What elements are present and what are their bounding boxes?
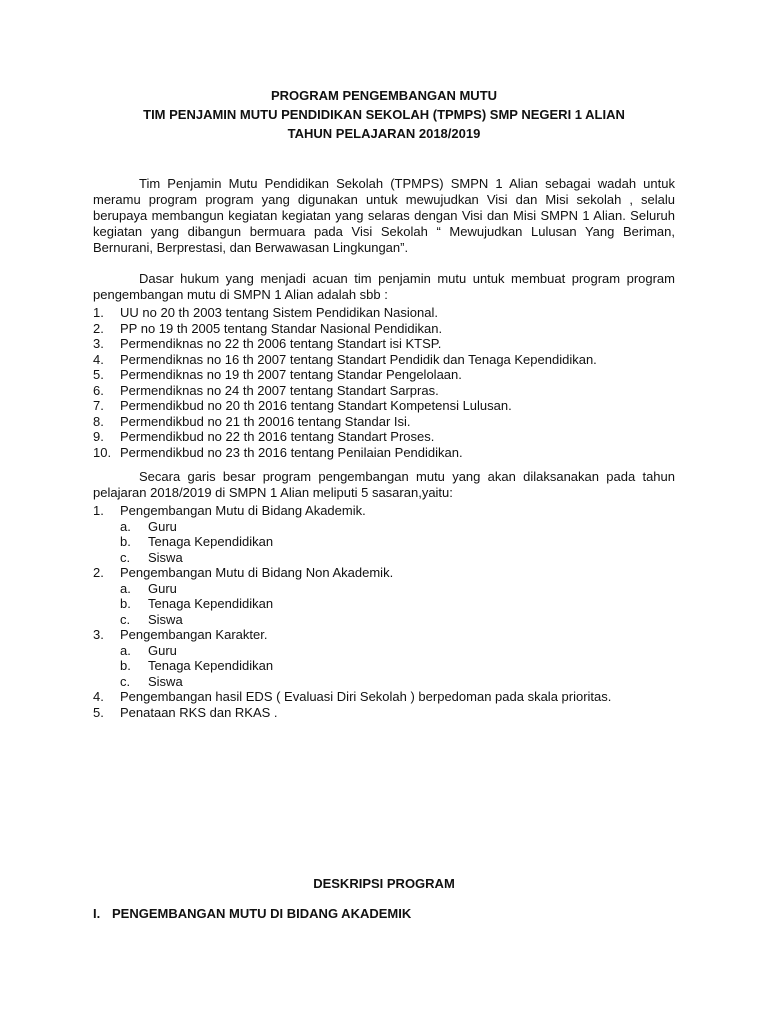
list-item-text: Guru (148, 518, 177, 534)
legal-basis-item (93, 398, 693, 414)
legal-basis-item (93, 429, 693, 445)
target-sub-item (93, 519, 693, 535)
list-item-text: Pengembangan Mutu di Bidang Non Akademik. (120, 565, 394, 580)
list-item-text: Tenaga Kependidikan (148, 534, 274, 549)
list-item-text: Permendiknas no 16 th 2007 tentang Standart Pendidik dan Tenaga Kependidikan. (120, 351, 597, 367)
list-item-text: Permendiknas no 19 th 2007 tentang Standar Pengelolaan. (120, 367, 462, 382)
intro-paragraph: Tim Penjamin Mutu Pendidikan Sekolah (TPMPS) SMPN 1 Alian sebagai wadah untuk meramu program program yang digunakan untuk mewujudkan Visi dan Misi sekolah , selalu berupaya membangun kegiatan kegiatan yang selaras dengan Visi dan Misi SMPN 1 Alian. Seluruh kegiatan yang dibangun bermuara pada Visi Sekolah “ Mewujudkan Lulusan Yang Beriman, Bernurani, Berprestasi, dan Berwawasan Lingkungan”. (93, 176, 675, 255)
target-item (93, 705, 693, 721)
list-item-number: c. (120, 549, 131, 565)
legal-basis-item (93, 367, 693, 383)
list-item-number: 2. (93, 320, 104, 336)
legal-basis-item (93, 305, 693, 321)
list-item-text: Pengembangan Karakter. (120, 627, 268, 642)
legal-basis-item (93, 321, 693, 337)
legal-basis-item (93, 414, 693, 430)
section-heading-text: PENGEMBANGAN MUTU DI BIDANG AKADEMIK (112, 906, 412, 921)
list-item-text: Siswa (148, 549, 183, 565)
list-item-number: 5. (93, 704, 104, 720)
list-item-text: Tenaga Kependidikan (148, 658, 274, 673)
list-item-text: Tenaga Kependidikan (148, 596, 274, 611)
target-item (93, 689, 693, 705)
list-item-number: 4. (93, 689, 104, 704)
list-item-text: Guru (148, 580, 177, 596)
list-item-number: 1. (93, 305, 104, 320)
legal-basis-item (93, 383, 693, 399)
list-item-number: 6. (93, 382, 104, 398)
list-item-text: UU no 20 th 2003 tentang Sistem Pendidikan Nasional. (120, 305, 438, 320)
list-item-text: Pengembangan Mutu di Bidang Akademik. (120, 503, 366, 518)
target-item (93, 503, 693, 519)
list-item-text: Permendikbud no 20 th 2016 tentang Standart Kompetensi Lulusan. (120, 398, 512, 413)
target-sub-item (93, 550, 693, 566)
list-item-text: Permendiknas no 24 th 2007 tentang Standart Sarpras. (120, 382, 439, 398)
target-sub-item (93, 612, 693, 628)
legal-intro-paragraph: Dasar hukum yang menjadi acuan tim penjamin mutu untuk membuat program program pengembangan mutu di SMPN 1 Alian adalah sbb : (93, 271, 675, 302)
list-item-number: 10. (93, 444, 112, 460)
list-item-number: b. (120, 534, 131, 549)
list-item-number: a. (120, 642, 131, 658)
list-item-number: 9. (93, 429, 104, 444)
list-item-number: 1. (93, 503, 104, 518)
list-item-text: PP no 19 th 2005 tentang Standar Nasional Pendidikan. (120, 320, 443, 336)
document-title (93, 86, 675, 143)
section-heading-1 (93, 906, 411, 922)
list-item-number: 4. (93, 351, 104, 367)
list-item-text: Permendikbud no 23 th 2016 tentang Penilaian Pendidikan. (120, 444, 463, 460)
target-item (93, 627, 693, 643)
list-item-text: Permendikbud no 21 th 20016 tentang Standar Isi. (120, 413, 411, 429)
target-sub-item (93, 596, 693, 612)
target-item (93, 565, 693, 581)
title-line-1: PROGRAM PENGEMBANGAN MUTU (270, 88, 498, 103)
list-item-number: 7. (93, 398, 104, 413)
list-item-number: c. (120, 611, 131, 627)
list-item-number: b. (120, 596, 131, 611)
list-item-text: Siswa (148, 673, 183, 689)
list-item-number: 3. (93, 336, 104, 351)
section-heading-number: I. (93, 906, 101, 921)
list-item-text: Siswa (148, 611, 183, 627)
legal-basis-item (93, 445, 693, 461)
list-item-number: a. (120, 580, 131, 596)
targets-intro-paragraph: Secara garis besar program pengembangan mutu yang akan dilaksanakan pada tahun pelajaran 2018/2019 di SMPN 1 Alian meliputi 5 sasaran,yaitu: (93, 469, 675, 500)
target-sub-item (93, 534, 693, 550)
legal-basis-list (93, 305, 693, 460)
list-item-text: Penataan RKS dan RKAS . (120, 704, 278, 720)
list-item-number: 2. (93, 565, 104, 580)
section-title: DESKRIPSI PROGRAM (313, 876, 455, 891)
targets-list (93, 503, 693, 720)
list-item-text: Permendikbud no 22 th 2016 tentang Standart Proses. (120, 429, 435, 444)
list-item-number: a. (120, 518, 131, 534)
title-line-3: TAHUN PELAJARAN 2018/2019 (287, 126, 481, 141)
target-sub-item (93, 581, 693, 597)
legal-basis-item (93, 336, 693, 352)
legal-basis-item (93, 352, 693, 368)
list-item-number: b. (120, 658, 131, 673)
list-item-text: Pengembangan hasil EDS ( Evaluasi Diri Sekolah ) berpedoman pada skala prioritas. (120, 689, 612, 704)
list-item-text: Permendiknas no 22 th 2006 tentang Standart isi KTSP. (120, 336, 442, 351)
target-sub-item (93, 643, 693, 659)
list-item-number: 5. (93, 367, 104, 382)
list-item-text: Guru (148, 642, 177, 658)
title-line-2: TIM PENJAMIN MUTU PENDIDIKAN SEKOLAH (TPMPS) SMP NEGERI 1 ALIAN (143, 107, 625, 122)
target-sub-item (93, 674, 693, 690)
list-item-number: 3. (93, 627, 104, 642)
target-sub-item (93, 658, 693, 674)
list-item-number: c. (120, 673, 131, 689)
list-item-number: 8. (93, 413, 104, 429)
